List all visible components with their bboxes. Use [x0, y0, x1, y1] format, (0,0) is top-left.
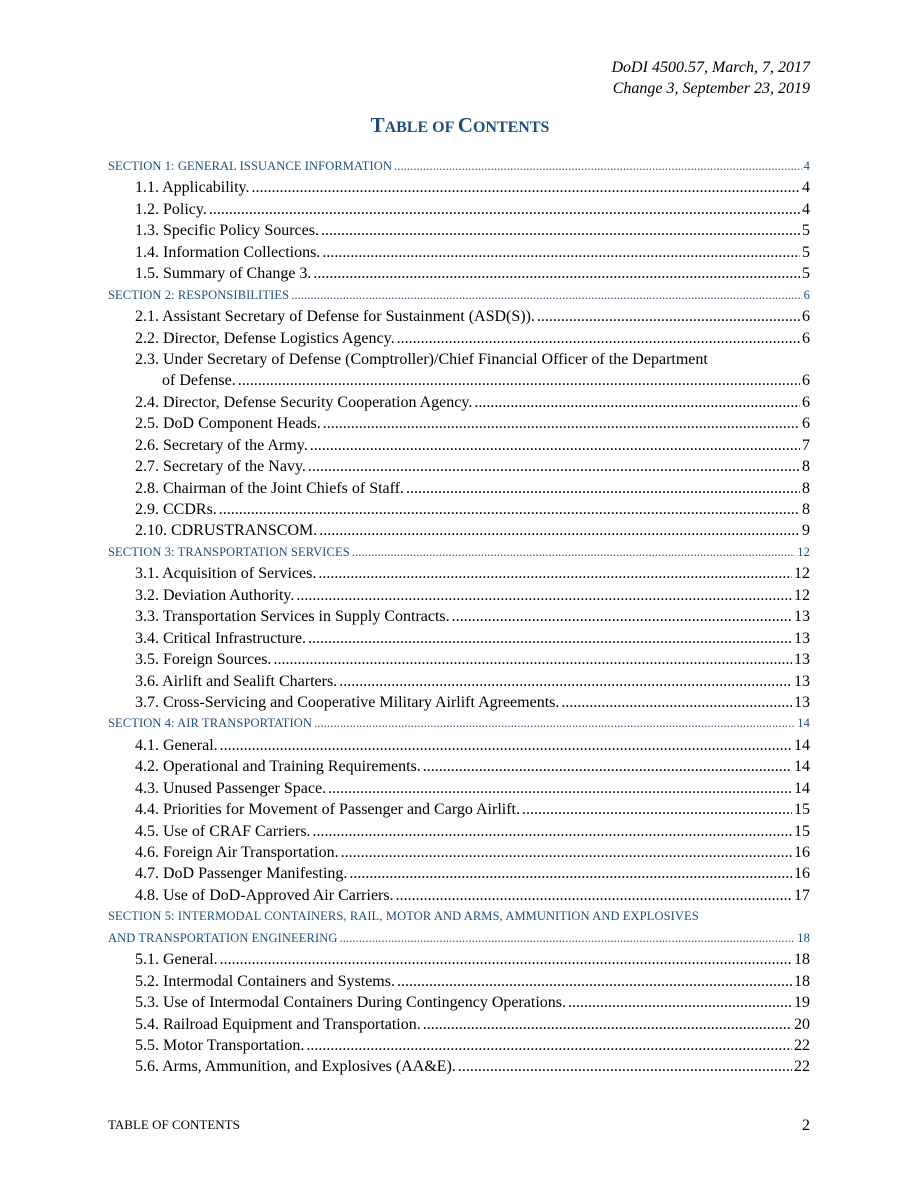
header-line-1: DoDI 4500.57, March, 7, 2017 — [611, 59, 810, 76]
dot-leader — [349, 863, 792, 884]
toc-page-number: 8 — [802, 458, 810, 476]
toc-entry[interactable] — [108, 1056, 810, 1077]
dot-leader — [352, 542, 796, 563]
dot-leader — [273, 649, 792, 670]
toc-entry-title: 2.8. Chairman of the Joint Chiefs of Staff. — [135, 479, 404, 497]
title-letter-1: T — [370, 113, 385, 137]
dot-leader — [474, 392, 800, 413]
toc-entry-title: SECTION 2: RESPONSIBILITIES — [108, 287, 290, 302]
toc-entry-title: 2.1. Assistant Secretary of Defense for Sustainment (ASD(S)). — [135, 308, 535, 326]
toc-page-number: 6 — [803, 287, 810, 302]
toc-entry-title: 3.6. Airlift and Sealift Charters. — [135, 672, 338, 690]
toc-entry[interactable] — [108, 1014, 810, 1035]
dot-leader — [308, 628, 792, 649]
toc-entry-title: 4.3. Unused Passenger Space. — [135, 779, 327, 797]
toc-page-number: 6 — [802, 372, 810, 390]
toc-page-number: 18 — [794, 972, 810, 990]
header-line-2: Change 3, September 23, 2019 — [612, 80, 810, 97]
dot-leader — [394, 156, 802, 177]
toc-page-number: 12 — [797, 544, 810, 559]
title-part-1: ABLE OF — [384, 119, 458, 136]
toc-page-number: 13 — [794, 608, 810, 626]
toc-page-number: 15 — [794, 801, 810, 819]
toc-entry[interactable] — [108, 478, 810, 499]
toc-entry[interactable] — [108, 971, 810, 992]
toc-page-number: 6 — [802, 308, 810, 326]
dot-leader — [323, 413, 800, 434]
toc-entry-title: 3.2. Deviation Authority. — [135, 586, 295, 604]
toc-page-number: 16 — [794, 844, 810, 861]
toc-entry-title: 1.1. Applicability. — [135, 179, 250, 197]
toc-entry[interactable] — [108, 306, 810, 327]
toc-page-number: 14 — [797, 716, 810, 731]
toc-entry[interactable] — [108, 370, 810, 391]
dot-leader — [396, 885, 792, 906]
page-title — [0, 113, 920, 138]
toc-entry-title: SECTION 3: TRANSPORTATION SERVICES — [108, 544, 350, 559]
toc-entry-title: 4.8. Use of DoD-Approved Air Carriers. — [135, 886, 394, 904]
toc-page-number: 8 — [802, 479, 810, 497]
toc-entry[interactable] — [108, 992, 810, 1013]
toc-page-number: 14 — [794, 779, 810, 797]
toc-page-number: 4 — [802, 179, 810, 197]
toc-entry-title: 3.1. Acquisition of Services. — [135, 565, 317, 583]
toc-entry-title: SECTION 1: GENERAL ISSUANCE INFORMATION — [108, 159, 392, 173]
toc-page-number: 6 — [802, 415, 810, 433]
toc-entry[interactable] — [108, 842, 810, 863]
dot-leader — [321, 220, 800, 241]
dot-leader — [537, 306, 800, 327]
dot-leader — [318, 563, 792, 584]
toc-entry-title: of Defense. — [162, 372, 236, 390]
toc-entry[interactable] — [108, 413, 810, 434]
toc-page-number: 19 — [794, 994, 810, 1012]
dot-leader — [458, 1056, 792, 1077]
toc-page-number: 12 — [794, 565, 810, 583]
toc-entry[interactable] — [108, 885, 810, 906]
toc-page-number: 5 — [802, 265, 810, 283]
page-footer — [108, 1117, 810, 1135]
toc-entry[interactable] — [108, 199, 810, 220]
dot-leader — [522, 799, 792, 820]
dot-leader — [319, 520, 800, 541]
toc-entry[interactable] — [108, 863, 810, 884]
toc-entry-title: 1.4. Information Collections. — [135, 243, 321, 261]
toc-entry[interactable] — [108, 692, 810, 713]
toc-entry-title: 2.9. CCDRs. — [135, 501, 217, 518]
toc-entry-title: 2.4. Director, Defense Security Cooperation Agency. — [135, 393, 473, 411]
toc-entry[interactable] — [108, 520, 810, 541]
dot-leader — [313, 821, 792, 842]
toc-entry-title: 4.5. Use of CRAF Carriers. — [135, 822, 311, 840]
toc-entry-title: SECTION 4: AIR TRANSPORTATION — [108, 716, 313, 731]
toc-entry[interactable] — [108, 778, 810, 799]
toc-entry[interactable] — [108, 585, 810, 606]
toc-entry[interactable] — [108, 242, 810, 263]
dot-leader — [397, 971, 792, 992]
toc-page-number: 13 — [794, 693, 810, 711]
toc-entry-title: 2.7. Secretary of the Navy. — [135, 458, 306, 476]
toc-page-number: 15 — [794, 822, 810, 840]
dot-leader — [339, 928, 795, 949]
toc-entry[interactable] — [108, 220, 810, 241]
toc-page-number: 17 — [794, 886, 810, 904]
toc-page-number: 20 — [794, 1015, 810, 1033]
dot-leader — [452, 606, 792, 627]
dot-leader — [568, 992, 792, 1013]
toc-section-entry[interactable] — [108, 906, 810, 927]
toc-entry-title: 5.2. Intermodal Containers and Systems. — [135, 972, 395, 990]
toc-entry[interactable] — [108, 349, 810, 370]
toc-entry[interactable] — [108, 263, 810, 284]
toc-page-number: 16 — [794, 865, 810, 883]
toc-entry-title: 5.4. Railroad Equipment and Transportation. — [135, 1015, 421, 1033]
dot-leader — [220, 949, 792, 970]
dot-leader — [406, 478, 800, 499]
toc-page-number: 22 — [794, 1058, 810, 1076]
toc-entry[interactable] — [108, 1035, 810, 1056]
toc-entry-title: 4.7. DoD Passenger Manifesting. — [135, 865, 348, 883]
toc-list — [108, 156, 810, 1078]
toc-entry-title: 4.4. Priorities for Movement of Passenger and Cargo Airlift. — [135, 801, 520, 819]
toc-section-entry[interactable] — [108, 285, 810, 306]
title-letter-2: C — [457, 113, 473, 137]
toc-page-number: 14 — [794, 758, 810, 776]
toc-entry-title: 1.3. Specific Policy Sources. — [135, 222, 319, 240]
toc-page-number: 5 — [802, 222, 810, 240]
toc-entry-title: 2.6. Secretary of the Army. — [135, 436, 308, 454]
toc-page-number: 8 — [802, 501, 810, 518]
toc-entry-title: 2.10. CDRUSTRANSCOM. — [135, 522, 318, 540]
toc-entry[interactable] — [108, 821, 810, 842]
toc-page-number: 14 — [794, 736, 810, 754]
toc-entry-title: 2.2. Director, Defense Logistics Agency. — [135, 329, 395, 347]
toc-page-number: 5 — [802, 243, 810, 261]
footer-label: TABLE OF CONTENTS — [108, 1117, 240, 1132]
toc-entry-title: 3.3. Transportation Services in Supply Contracts. — [135, 608, 450, 626]
toc-entry-title: SECTION 5: INTERMODAL CONTAINERS, RAIL, MOTOR AND ARMS, AMMUNITION AND EXPLOSIVES — [108, 909, 699, 924]
toc-entry-title: 4.6. Foreign Air Transportation. — [135, 844, 339, 861]
dot-leader — [397, 328, 800, 349]
toc-entry-title: 2.3. Under Secretary of Defense (Comptroller)/Chief Financial Officer of the Department — [135, 350, 708, 368]
dot-leader — [238, 370, 800, 391]
dot-leader — [314, 713, 795, 734]
dot-leader — [423, 1014, 792, 1035]
toc-page-number: 13 — [794, 629, 810, 647]
toc-page-number: 12 — [794, 586, 810, 604]
running-header — [612, 57, 811, 99]
toc-entry[interactable] — [108, 649, 810, 670]
toc-entry[interactable] — [108, 949, 810, 970]
dot-leader — [252, 177, 800, 198]
toc-page-number: 18 — [794, 951, 810, 969]
toc-entry[interactable] — [108, 499, 810, 520]
toc-entry-title: 2.5. DoD Component Heads. — [135, 415, 321, 433]
toc-page-number: 22 — [794, 1036, 810, 1054]
toc-page-number: 9 — [802, 522, 810, 540]
toc-entry-title: 5.5. Motor Transportation. — [135, 1036, 305, 1054]
title-part-2: ONTENTS — [472, 119, 550, 136]
toc-entry[interactable] — [108, 756, 810, 777]
toc-entry[interactable] — [108, 392, 810, 413]
toc-entry-title: 1.2. Policy. — [135, 200, 207, 218]
dot-leader — [310, 435, 800, 456]
toc-page-number: 4 — [803, 159, 810, 173]
toc-entry-title: 5.6. Arms, Ammunition, and Explosives (AA&E). — [135, 1058, 456, 1076]
toc-entry-title: 5.3. Use of Intermodal Containers During Contingency Operations. — [135, 994, 567, 1012]
toc-entry[interactable] — [108, 735, 810, 756]
dot-leader — [341, 842, 792, 863]
toc-entry[interactable] — [108, 606, 810, 627]
dot-leader — [306, 1035, 792, 1056]
toc-page-number: 6 — [802, 393, 810, 411]
toc-entry-title: 4.2. Operational and Training Requirements. — [135, 758, 421, 776]
toc-entry[interactable] — [108, 177, 810, 198]
toc-section-entry[interactable] — [108, 713, 810, 734]
dot-leader — [423, 756, 792, 777]
dot-leader — [313, 263, 800, 284]
dot-leader — [296, 585, 792, 606]
dot-leader — [219, 499, 800, 520]
dot-leader — [209, 199, 800, 220]
toc-page-number: 7 — [802, 436, 810, 454]
toc-page-number: 13 — [794, 651, 810, 669]
toc-entry[interactable] — [108, 456, 810, 477]
toc-entry[interactable] — [108, 628, 810, 649]
toc-entry[interactable] — [108, 328, 810, 349]
toc-page-number: 13 — [794, 672, 810, 690]
toc-section-entry[interactable] — [108, 928, 810, 949]
toc-section-entry[interactable] — [108, 156, 810, 177]
toc-entry-title: 3.7. Cross-Servicing and Cooperative Military Airlift Agreements. — [135, 693, 560, 711]
toc-page-number: 6 — [802, 329, 810, 347]
toc-entry-title: 4.1. General. — [135, 736, 218, 754]
toc-entry-title: 5.1. General. — [135, 951, 218, 969]
toc-section-entry[interactable] — [108, 542, 810, 563]
toc-entry[interactable] — [108, 671, 810, 692]
dot-leader — [328, 778, 792, 799]
toc-entry-title: 3.5. Foreign Sources. — [135, 651, 272, 669]
dot-leader — [561, 692, 792, 713]
dot-leader — [308, 456, 800, 477]
toc-entry[interactable] — [108, 435, 810, 456]
toc-entry[interactable] — [108, 563, 810, 584]
dot-leader — [291, 285, 801, 306]
toc-page-number: 18 — [797, 930, 810, 945]
dot-leader — [322, 242, 800, 263]
toc-page-number: 4 — [802, 200, 810, 218]
toc-entry-title: AND TRANSPORTATION ENGINEERING — [108, 930, 338, 945]
dot-leader — [220, 735, 792, 756]
toc-entry-title: 3.4. Critical Infrastructure. — [135, 629, 307, 647]
page-number: 2 — [802, 1117, 810, 1134]
toc-entry[interactable] — [108, 799, 810, 820]
toc-entry-title: 1.5. Summary of Change 3. — [135, 265, 312, 283]
dot-leader — [339, 671, 792, 692]
